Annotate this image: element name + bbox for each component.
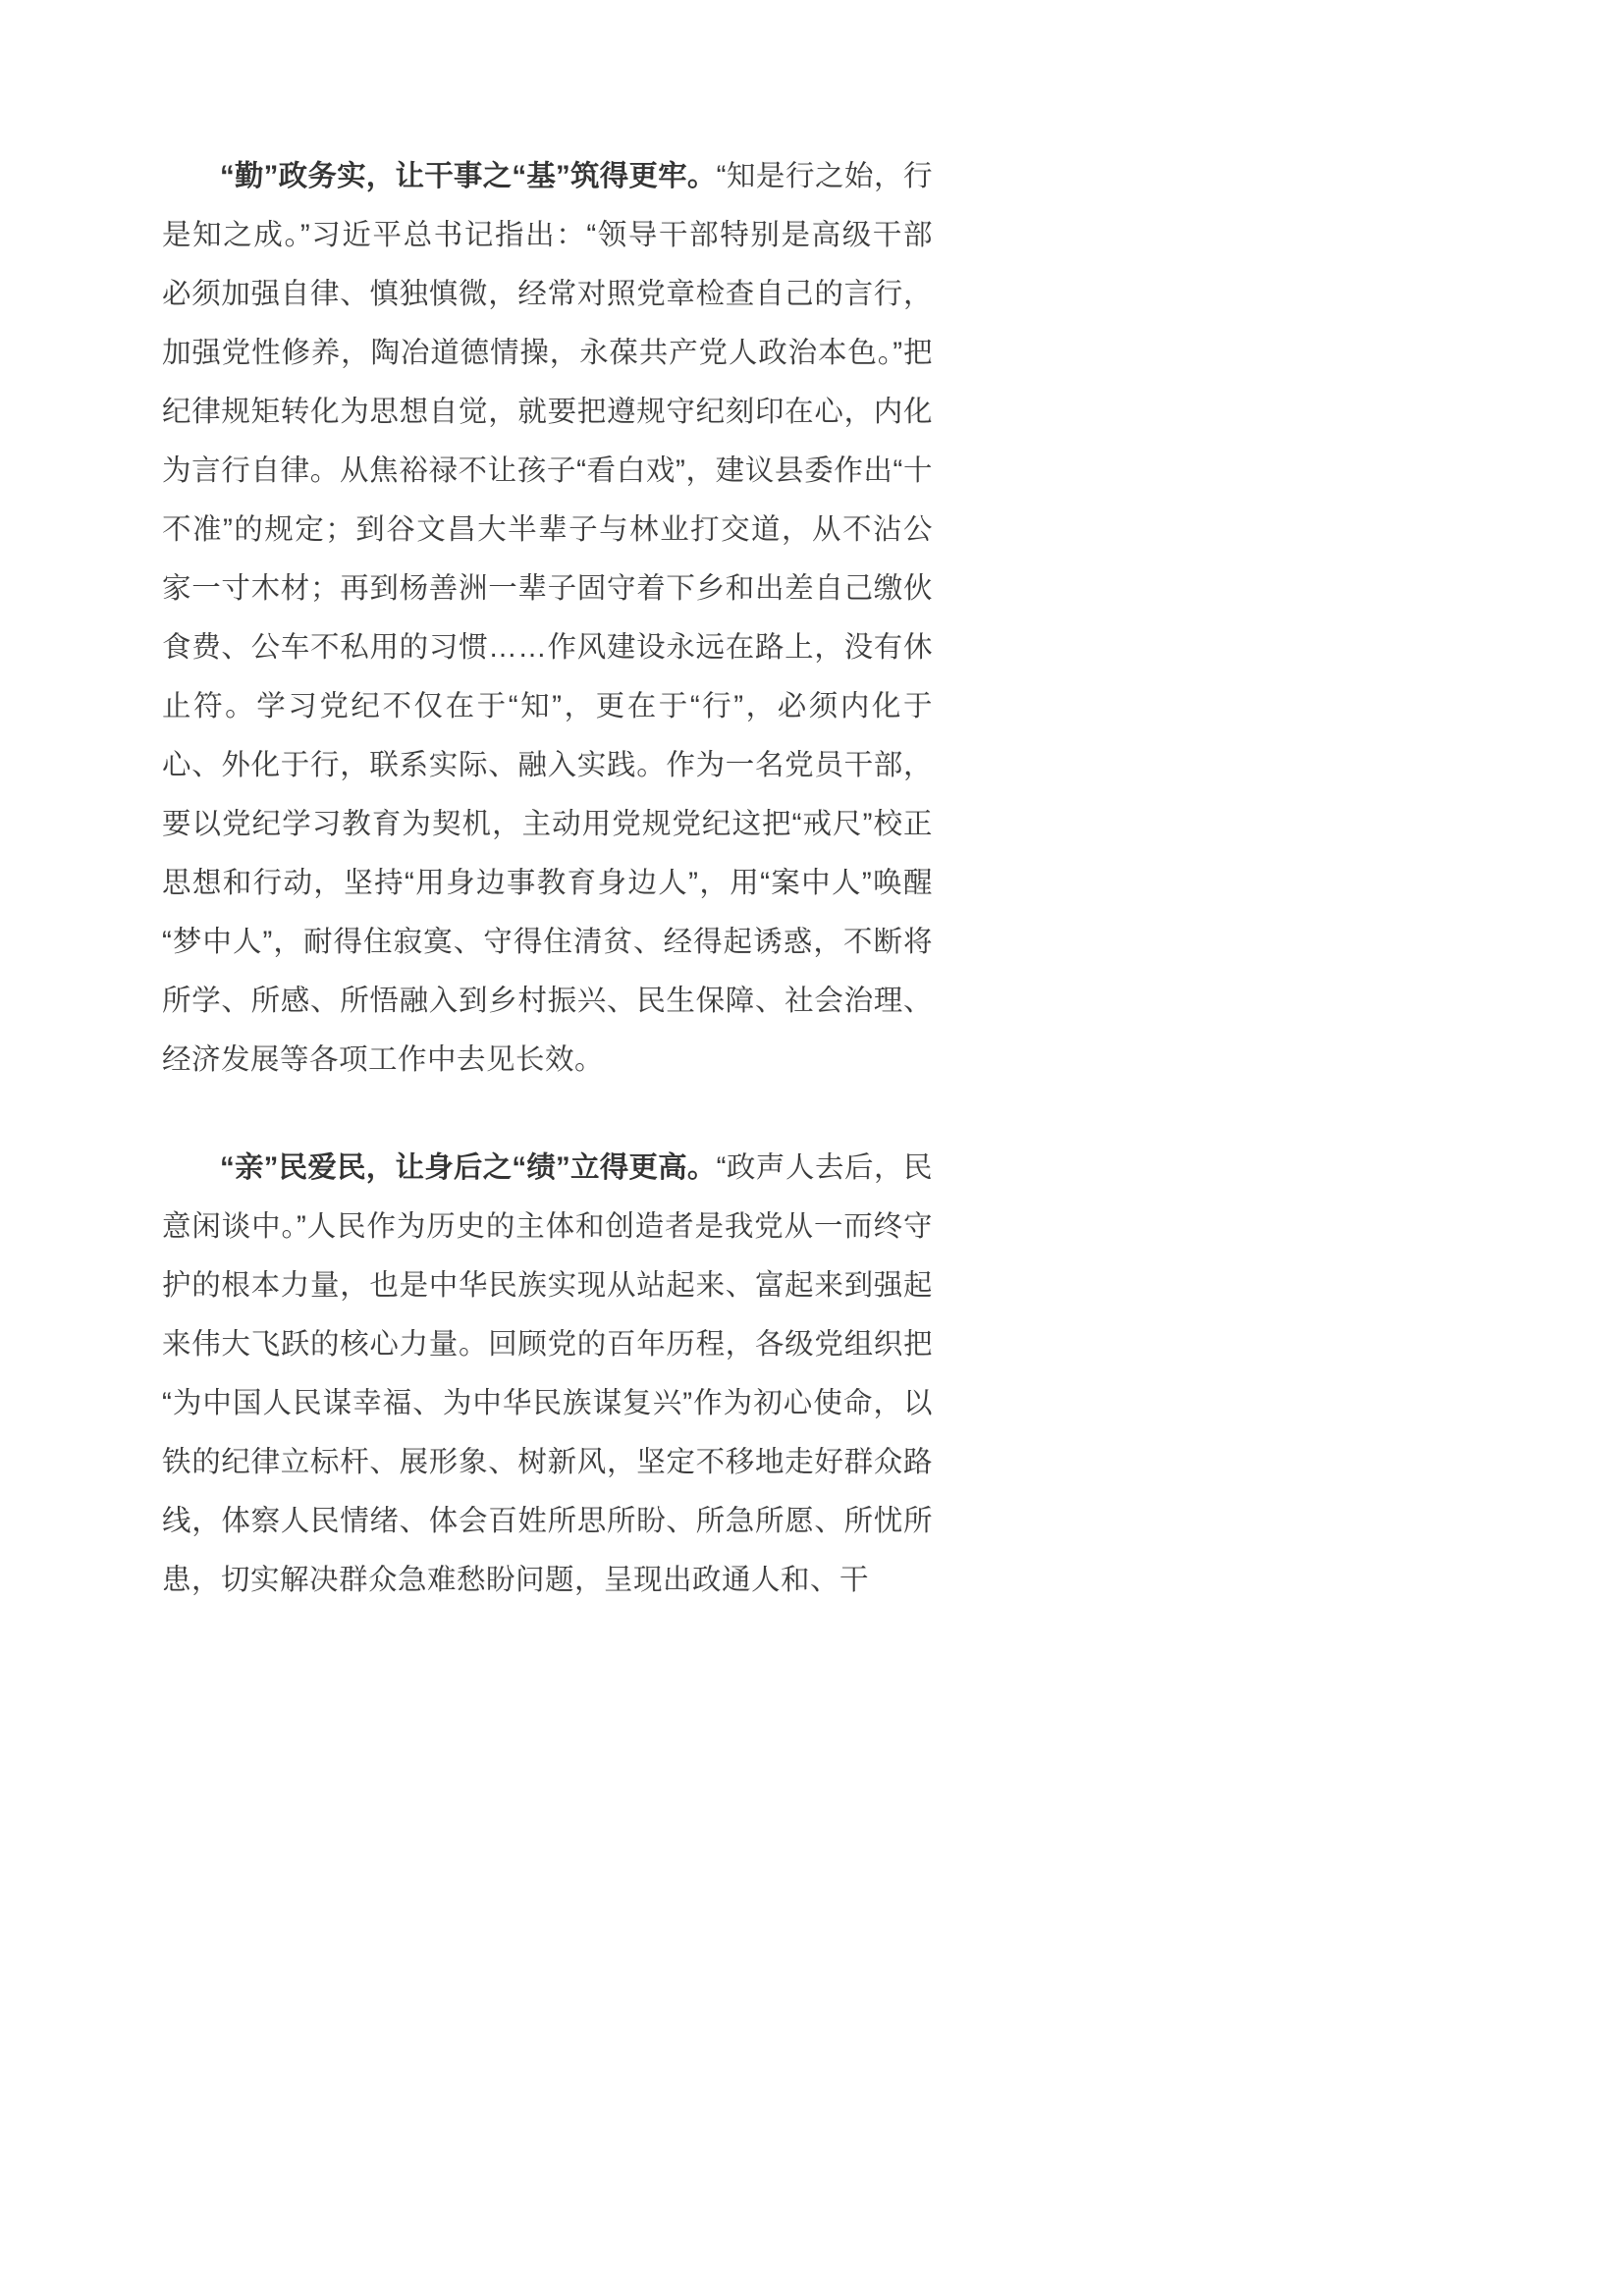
paragraph-lead-heading: “亲”民爱民，让身后之“绩”立得更高。	[220, 1151, 717, 1184]
paragraph-body-text: “知是行之始，行是知之成。”习近平总书记指出：“领导干部特别是高级干部必须加强自律、慎独慎微，经常对照党章检查自己的言行，加强党性修养，陶冶道德情操，永葆共产党人政治本色。”把纪律规矩转化为思想自觉，就要把遵规守纪刻印在心，内化为言行自律。从焦裕禄不让孩子“看白戏”，建议县委作出“十不准”的规定；到谷文昌大半辈子与林业打交道，从不沾公家一寸木材；再到杨善洲一辈子固守着下乡和出差自己缴伙食费、公车不私用的习惯……作风建设永远在路上，没有休止符。学习党纪不仅在于“知”，更在于“行”，必须内化于心、外化于行，联系实际、融入实践。作为一名党员干部，要以党纪学习教育为契机，主动用党规党纪这把“戒尺”校正思想和行动，坚持“用身边事教育身边人”，用“案中人”唤醒“梦中人”，耐得住寂寞、守得住清贫、经得起诱惑，不断将所学、所感、所悟融入到乡村振兴、民生保障、社会治理、经济发展等各项工作中去见长效。	[162, 160, 933, 1076]
paragraph-qin-minaimin	[162, 1139, 933, 1610]
paragraph-qin-zhengwushi	[162, 147, 933, 1090]
paragraph-body-text: “政声人去后，民意闲谈中。”人民作为历史的主体和创造者是我党从一而终守护的根本力量，也是中华民族实现从站起来、富起来到强起来伟大飞跃的核心力量。回顾党的百年历程，各级党组织把“为中国人民谋幸福、为中华民族谋复兴”作为初心使命，以铁的纪律立标杆、展形象、树新风，坚定不移地走好群众路线，体察人民情绪、体会百姓所思所盼、所急所愿、所忧所患，切实解决群众急难愁盼问题，呈现出政通人和、干	[162, 1151, 933, 1596]
document-text-body	[162, 147, 933, 1610]
paragraph-lead-heading: “勤”政务实，让干事之“基”筑得更牢。	[220, 160, 717, 192]
